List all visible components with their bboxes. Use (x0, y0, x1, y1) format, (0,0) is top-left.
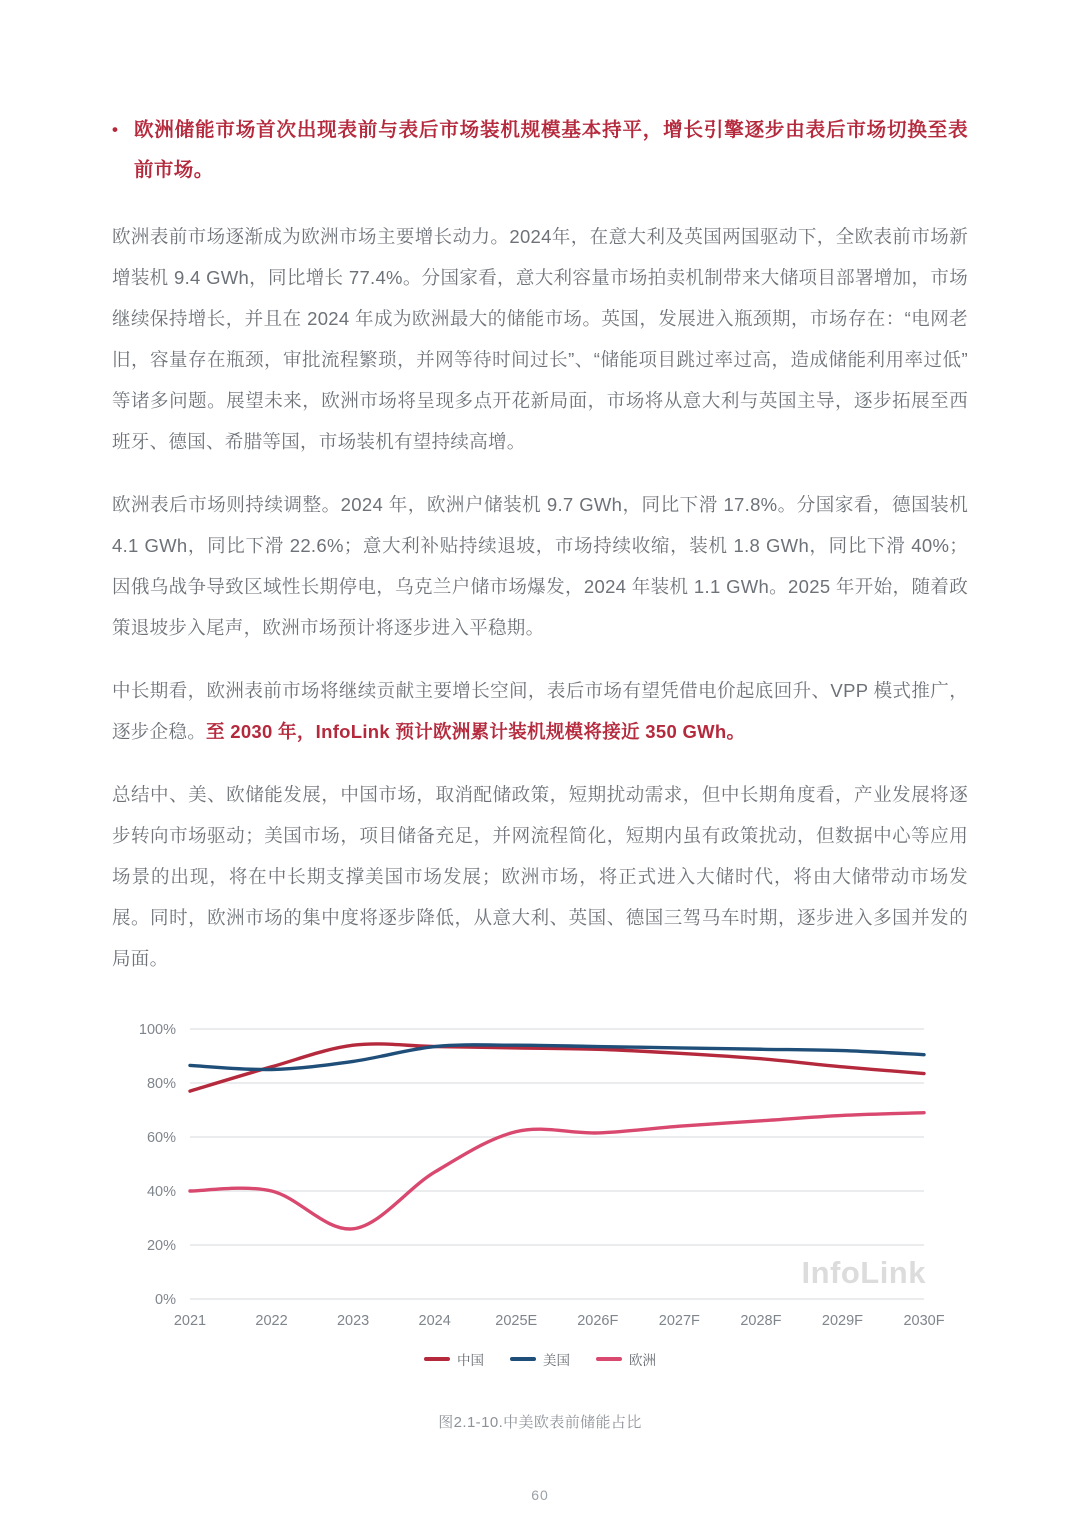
x-tick-label: 2023 (336, 1313, 370, 1329)
x-tick-label: 2028F (740, 1313, 782, 1329)
legend-label-europe: 欧洲 (629, 1353, 656, 1368)
x-tick-label: 2026F (577, 1313, 619, 1329)
x-tick-label: 2030F (903, 1313, 945, 1329)
x-tick-label: 2027F (658, 1313, 700, 1329)
x-tick-label: 2022 (255, 1313, 288, 1329)
legend-swatch-china (424, 1357, 450, 1361)
y-tick-label: 60% (146, 1130, 176, 1146)
figure-block (112, 1015, 968, 1432)
series-line-europe (190, 1113, 924, 1229)
x-tick-label: 2025E (495, 1313, 538, 1329)
legend-swatch-usa (510, 1357, 536, 1361)
x-tick-label: 2029F (821, 1313, 864, 1329)
paragraph-3-run-1: 中长期看，欧洲表前市场将继续贡献主要增长空间，表后市场有望凭借电价起底回升、VPP 模式推广，逐步企稳。 (112, 680, 968, 742)
chart-legend (112, 1349, 968, 1369)
chart-canvas (112, 1015, 968, 1345)
legend-item-europe (596, 1349, 656, 1369)
x-tick-label: 2021 (173, 1313, 207, 1329)
paragraph-3 (112, 670, 968, 752)
y-tick-label: 0% (155, 1292, 176, 1308)
y-tick-label: 40% (146, 1184, 176, 1200)
page-content (112, 110, 968, 1432)
paragraph-1-run-1: 欧洲表前市场逐渐成为欧洲市场主要增长动力。2024年，在意大利及英国两国驱动下，全欧表前市场新增装机 9.4 GWh，同比增长 77.4%。分国家看，意大利容量市场拍卖机制带来大储项目部署增加，市场继续保持增长，并且在 2024 年成为欧洲最大的储能市场。英国，发展进入瓶颈期，市场存在：“电网老旧，容量存在瓶颈，审批流程繁琐，并网等待时间过长”、“储能项目跳过率过高，造成储能利用率过低”等诸多问题。展望未来，欧洲市场将呈现多点开花新局面，市场将从意大利与英国主导，逐步拓展至西班牙、德国、希腊等国，市场装机有望持续高增。 (112, 226, 968, 452)
legend-item-usa (510, 1349, 570, 1369)
paragraph-2 (112, 484, 968, 648)
line-chart (112, 1015, 968, 1345)
paragraph-4 (112, 774, 968, 979)
y-tick-label: 20% (146, 1238, 176, 1254)
paragraph-3-highlight: 至 2030 年，InfoLink 预计欧洲累计装机规模将接近 350 GWh。 (206, 721, 746, 742)
legend-label-china: 中国 (457, 1353, 484, 1368)
y-tick-label: 100% (138, 1022, 176, 1038)
bullet-heading-text: 欧洲储能市场首次出现表前与表后市场装机规模基本持平，增长引擎逐步由表后市场切换至表前市场。 (134, 119, 968, 181)
legend-label-usa: 美国 (543, 1353, 570, 1368)
paragraph-2-run-1: 欧洲表后市场则持续调整。2024 年，欧洲户储装机 9.7 GWh，同比下滑 17.8%。分国家看，德国装机 4.1 GWh，同比下滑 22.6%；意大利补贴持续退坡，市场持续收缩，装机 1.8 GWh，同比下滑 40%；因俄乌战争导致区域性长期停电，乌克兰户储市场爆发，2024 年装机 1.1 GWh。2025 年开始，随着政策退坡步入尾声，欧洲市场预计将逐步进入平稳期。 (112, 494, 968, 638)
legend-item-china (424, 1349, 484, 1369)
paragraph-4-run-1: 总结中、美、欧储能发展，中国市场，取消配储政策，短期扰动需求，但中长期角度看，产业发展将逐步转向市场驱动；美国市场，项目储备充足，并网流程简化，短期内虽有政策扰动，但数据中心等应用场景的出现，将在中长期支撑美国市场发展；欧洲市场，将正式进入大储时代，将由大储带动市场发展。同时，欧洲市场的集中度将逐步降低，从意大利、英国、德国三驾马车时期，逐步进入多国并发的局面。 (112, 784, 968, 969)
bullet-marker-icon: • (112, 120, 119, 139)
paragraph-1 (112, 216, 968, 462)
figure-caption: 图2.1-10.中美欧表前储能占比 (438, 1414, 642, 1431)
page-number: 60 (531, 1487, 549, 1503)
y-tick-label: 80% (146, 1076, 176, 1092)
bullet-heading (112, 110, 968, 190)
legend-swatch-europe (596, 1357, 622, 1361)
x-tick-label: 2024 (418, 1313, 451, 1329)
infolink-watermark: InfoLink (801, 1255, 926, 1290)
